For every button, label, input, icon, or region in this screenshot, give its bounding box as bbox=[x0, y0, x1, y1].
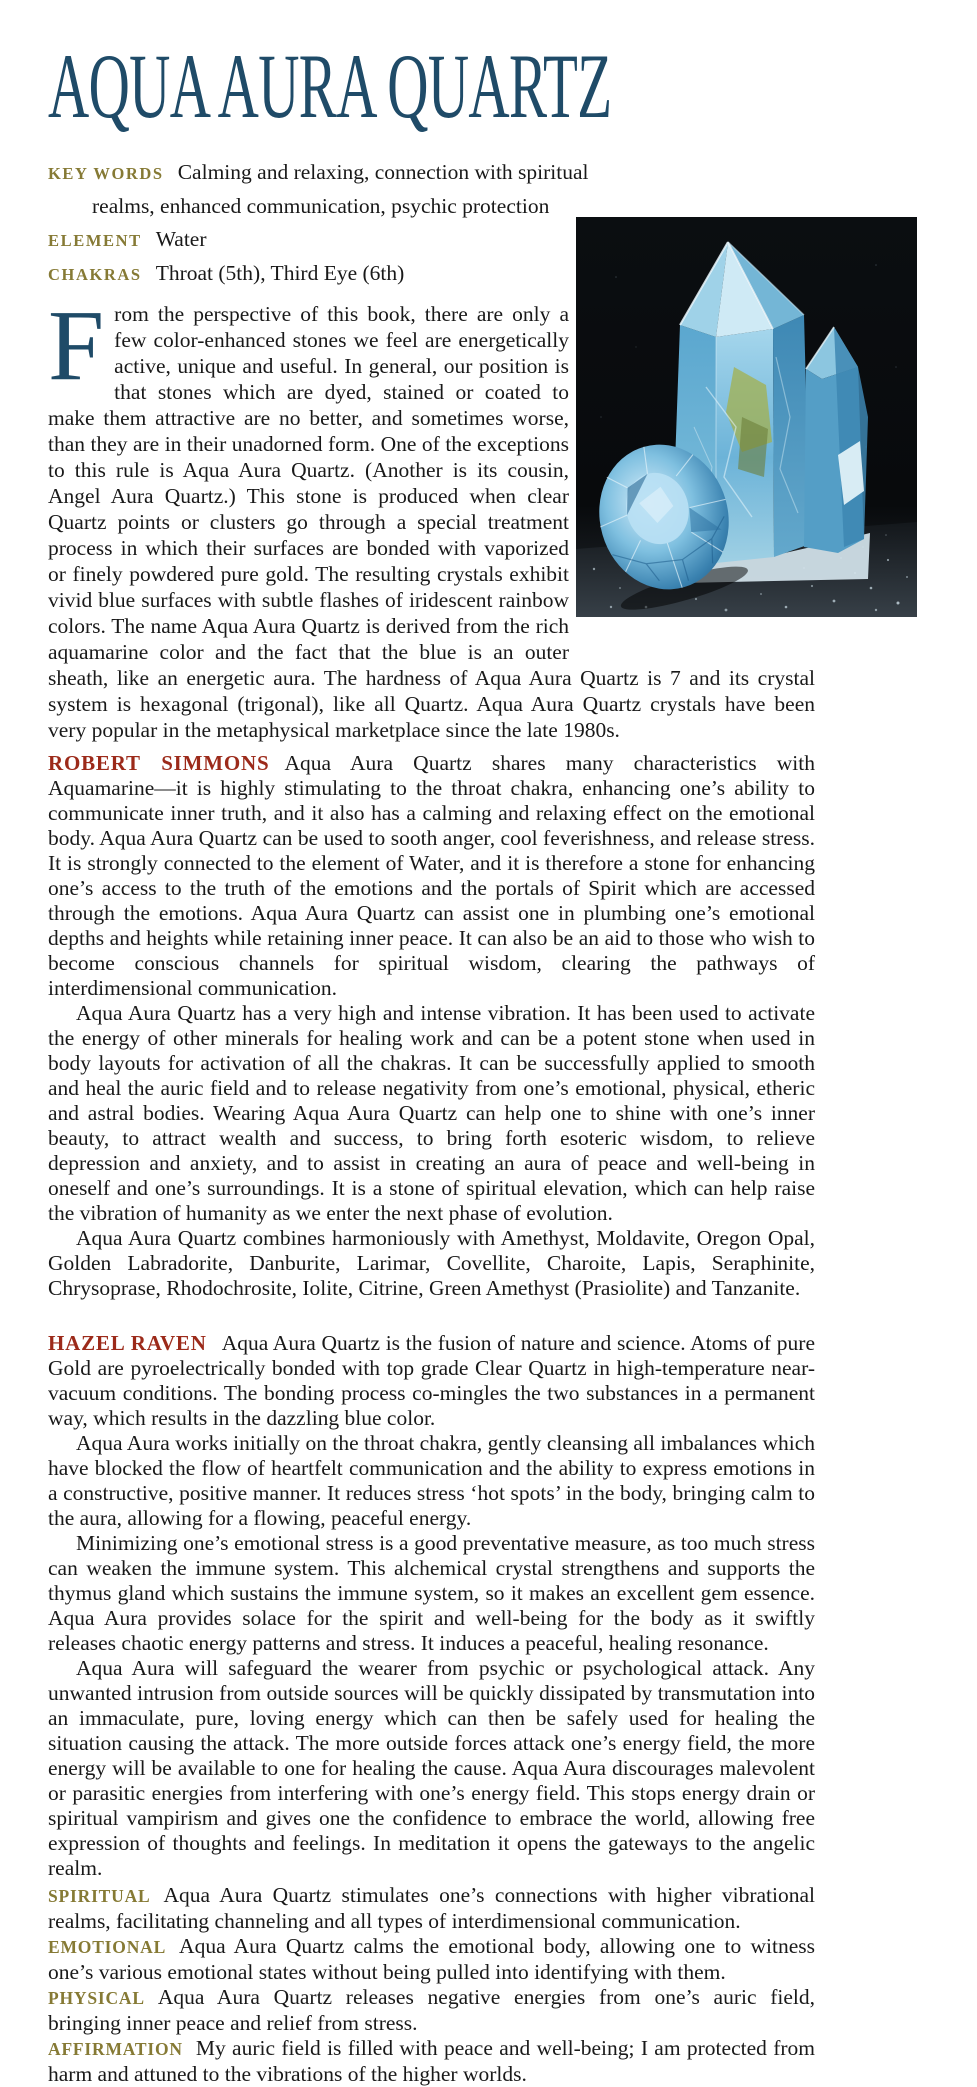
key-words-label: KEY WORDS bbox=[48, 164, 164, 183]
physical-label: PHYSICAL bbox=[48, 1988, 145, 2008]
affirmation-label: AFFIRMATION bbox=[48, 2039, 183, 2059]
physical-row bbox=[48, 1985, 815, 2036]
section-paragraph: Aqua Aura will safeguard the wearer from psychic or psychological attack. Any unwanted intrusion from outside sources will be quickly dissipated by transmutation into an immaculate, pure, loving energy which can then be safely used for healing the situation causing the attack. The more outside forces attack one’s energy field, the more energy will be available to one for healing the cause. Aqua Aura discourages malevolent or parasitic energies from interfering with one’s energy field. This stops energy drain or spiritual vampirism and gives one the confidence to embrace the world, allowing free expression of thoughts and feelings. In meditation it opens the gateways to the angelic realm. bbox=[48, 1656, 815, 1880]
chakras-label: CHAKRAS bbox=[48, 265, 142, 284]
emotional-row bbox=[48, 1934, 815, 1985]
spiritual-text: Aqua Aura Quartz stimulates one’s connections with higher vibrational realms, facilitating channeling and all types of interdimensional communication. bbox=[48, 1883, 815, 1933]
key-words-value: Calming and relaxing, connection with spiritual realms, enhanced communication, psychic protection bbox=[92, 160, 589, 218]
section-paragraph-text: Aqua Aura Quartz is the fusion of nature and science. Atoms of pure Gold are pyroelectrically bonded with top grade Clear Quartz in high-temperature near-vacuum conditions. The bonding process co-mingles the two substances in a permanent way, which results in the dazzling blue color. bbox=[48, 1331, 816, 1430]
section-paragraph bbox=[48, 751, 815, 1001]
spiritual-row bbox=[48, 1883, 815, 1934]
attributes-block bbox=[48, 1883, 815, 2087]
section-paragraph: Minimizing one’s emotional stress is a good preventative measure, as too much stress can weaken the immune system. This alchemical crystal strengthens and supports the thymus gland which sustains the immune system, so it makes an excellent gem essence. Aqua Aura provides solace for the spirit and well-being for the body as it swiftly releases chaotic energy patterns and stress. It induces a peaceful, healing resonance. bbox=[48, 1531, 815, 1655]
intro-text: rom the perspective of this book, there are only a few color-enhanced stones we feel are energetically active, unique and useful. In general, our position is that stones which are dyed, stained or coated to make them attractive are no better, and sometimes worse, than they are in their unadorned form. One of the exceptions to this rule is Aqua Aura Quartz. (Another is its cousin, Angel Aura Quartz.) This stone is produced when clear Quartz points or clusters go through a special treatment process in which their surfaces are bonded with vaporized or finely powdered pure gold. The resulting crystals exhibit vivid blue surfaces with subtle flashes of iridescent rainbow colors. The name Aqua Aura Quartz is derived from the rich aquamarine color and the fact that the blue is an outer sheath, like an energetic aura. The hardness of Aqua Aura Quartz is 7 and its crystal system is hexagonal (trigonal), like all Quartz. Aqua Aura Quartz crystals have been very popular in the metaphysical marketplace since the late 1980s. bbox=[48, 302, 815, 742]
element-label: ELEMENT bbox=[48, 231, 142, 250]
section-paragraph bbox=[48, 1331, 815, 1431]
section-hazel-raven bbox=[48, 1331, 815, 1881]
crystal-illustration bbox=[576, 217, 917, 617]
emotional-text: Aqua Aura Quartz calms the emotional body, allowing one to witness one’s various emotional states without being pulled into identifying with them. bbox=[48, 1934, 815, 1984]
affirmation-text: My auric field is filled with peace and well-being; I am protected from harm and attuned to the vibrations of the higher worlds. bbox=[48, 2036, 815, 2086]
affirmation-row bbox=[48, 2036, 815, 2087]
section-paragraph-text: Aqua Aura Quartz shares many characteristics with Aquamarine—it is highly stimulating to the throat chakra, enhancing one’s ability to communicate inner truth, and it also has a calming and relaxing effect on the emotional body. Aqua Aura Quartz can be used to sooth anger, cool feverishness, and release stress. It is strongly connected to the element of Water, and it is therefore a stone for enhancing one’s access to the truth of the emotions and the portals of Spirit which are accessed through the emotions. Aqua Aura Quartz can assist one in plumbing one’s emotional depths and heights while retaining inner peace. It can also be an aid to those who wish to become conscious channels for spiritual wisdom, clearing the pathways of interdimensional communication. bbox=[48, 751, 815, 1000]
physical-text: Aqua Aura Quartz releases negative energies from one’s auric field, bringing inner peace and relief from stress. bbox=[48, 1985, 815, 2035]
emotional-label: EMOTIONAL bbox=[48, 1937, 167, 1957]
section-paragraph: Aqua Aura Quartz has a very high and intense vibration. It has been used to activate the energy of other minerals for healing work and can be a potent stone when used in body layouts for activation of all the chakras. It can be successfully applied to smooth and heal the auric field and to release negativity from one’s emotional, physical, etheric and astral bodies. Wearing Aqua Aura Quartz can help one to shine with one’s inner beauty, to attract wealth and success, to bring forth esoteric wisdom, to relieve depression and anxiety, and to assist in creating an aura of peace and well-being in oneself and one’s surroundings. It is a stone of spiritual elevation, which can help raise the vibration of humanity as we enter the next phase of evolution. bbox=[48, 1001, 815, 1225]
element-value: Water bbox=[155, 227, 207, 251]
spiritual-label: SPIRITUAL bbox=[48, 1886, 151, 1906]
section-paragraph: Aqua Aura works initially on the throat chakra, gently cleansing all imbalances which have blocked the flow of heartfelt communication and the ability to express emotions in a constructive, positive manner. It reduces stress ‘hot spots’ in the body, bringing calm to the aura, allowing for a flowing, peaceful energy. bbox=[48, 1431, 815, 1530]
section-paragraph: Aqua Aura Quartz combines harmoniously with Amethyst, Moldavite, Oregon Opal, Golden Labradorite, Danburite, Larimar, Covellite, Charoite, Lapis, Seraphinite, Chrysoprase, Rhodochrosite, Iolite, Citrine, Green Amethyst (Prasiolite) and Tanzanite. bbox=[48, 1226, 815, 1300]
key-words-row bbox=[48, 156, 652, 223]
section-robert-simmons bbox=[48, 751, 815, 1301]
hazel-raven-label: HAZEL RAVEN bbox=[48, 1331, 207, 1355]
drop-cap: F bbox=[48, 289, 105, 401]
robert-simmons-label: ROBERT SIMMONS bbox=[48, 751, 270, 775]
page-title: AQUA AURA QUARTZ bbox=[48, 35, 612, 137]
chakras-value: Throat (5th), Third Eye (6th) bbox=[155, 261, 405, 285]
aqua-aura-quartz-photo bbox=[576, 217, 917, 617]
